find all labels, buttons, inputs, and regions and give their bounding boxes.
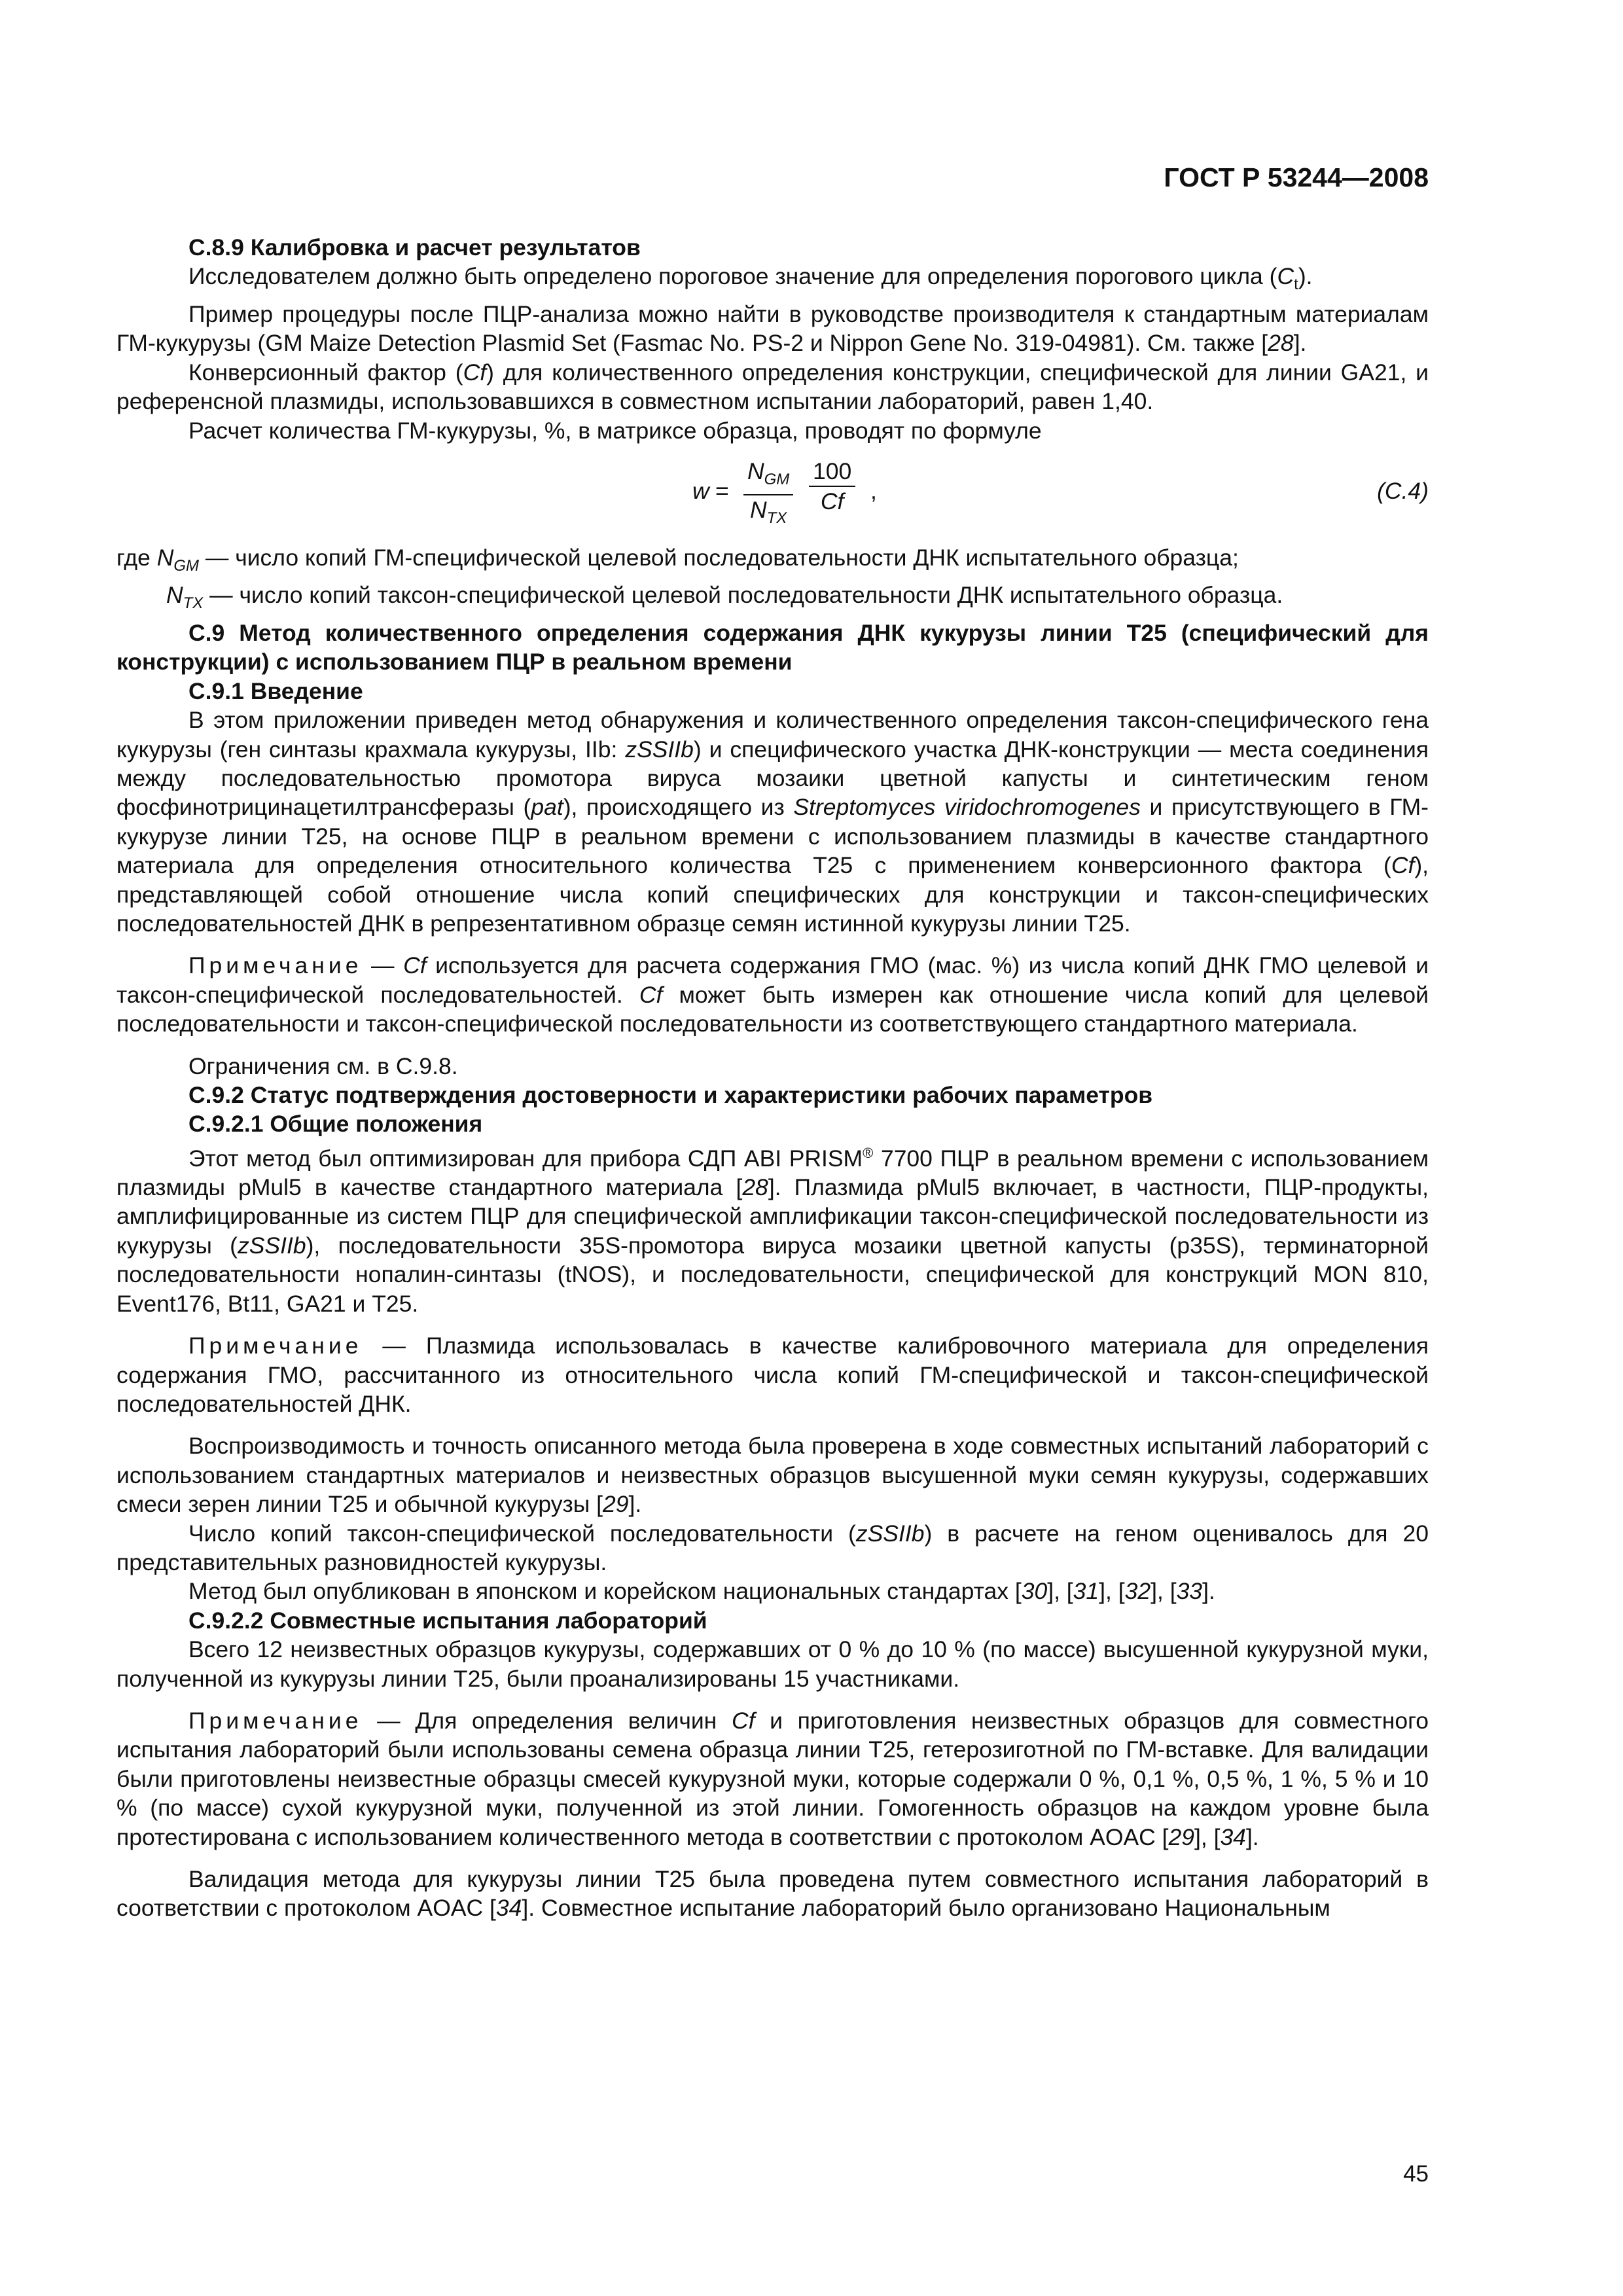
document-page <box>116 0 1429 2296</box>
paragraph: Метод был опубликован в японском и корейском национальных стандартах [30], [31], [32], [33]. <box>188 1578 1215 1605</box>
paragraph: Число копий таксон-специфической последовательности (zSSIIb) в расчете на геном оценивалось для 20 представительных разновидностей кукурузы. <box>116 1520 1429 1575</box>
formula-where-line: где $N_{GM}$ — число копий ГМ-специфической целевой последовательности ДНК испытательного образца; <box>116 544 1239 575</box>
paragraph: Воспроизводимость и точность описанного метода была проверена в ходе совместных испытаний лабораторий с использованием стандартных материалов и неизвестных образцов высушенной муки семян кукурузы, содержавших смеси зерен линии Т25 и обычной кукурузы [29]. <box>116 1433 1429 1518</box>
section-heading-c89: С.8.9 Калибровка и расчет результатов <box>188 234 641 260</box>
formula-fraction-cf: $\frac{100}{Cf}$ <box>809 457 855 516</box>
page-number: 45 <box>1403 2161 1429 2187</box>
section-heading-c92: С.9.2 Статус подтверждения достоверности и характеристики рабочих параметров <box>188 1082 1153 1109</box>
formula-where-line: $N_{TX}$ — число копий таксон-специфической целевой последовательности ДНК испытательного образца. <box>166 582 1283 613</box>
section-heading-c922: С.9.2.2 Совместные испытания лабораторий <box>188 1607 707 1634</box>
equation-number: (С.4) <box>1377 477 1429 504</box>
document-header: ГОСТ Р 53244—2008 <box>1164 162 1429 192</box>
note-paragraph: Примечание — Cf используется для расчета содержания ГМО (мас. %) из числа копий ДНК ГМО целевой и таксон-специфической последовательностей. Cf может быть измерен как отношение числа копий для целевой последовательности и таксон-специфической последовательности из соответствующего стандартного материала. <box>116 952 1429 1037</box>
formula-fraction-n: $N_{GM}$ $N_{TX}$ <box>743 457 793 533</box>
section-heading-c9: С.9 Метод количественного определения содержания ДНК кукурузы линии Т25 (специфический для конструкции) с использованием ПЦР в реальном времени <box>116 619 1429 675</box>
note-paragraph: Примечание — Для определения величин Cf и приготовления неизвестных образцов для совместного испытания лабораторий были использованы семена образца линии Т25, гетерозиготной по ГМ-вставке. Для валидации были приготовлены неизвестные образцы смесей кукурузной муки, которые содержали 0 %, 0,1 %, 0,5 %, 1 %, 5 % и 10 % (по массе) сухой кукурузной муки, полученной из этой линии. Гомогенность образцов на каждом уровне была протестирована с использованием количественного метода в соответствии с протоколом AOAC [29], [34]. <box>116 1707 1429 1850</box>
formula-c4: w = $N_{GM}$ $N_{TX}$ $\frac{100}{Cf}$ , (С.4) <box>116 452 1429 537</box>
paragraph: Этот метод был оптимизирован для прибора СДП ABI PRISM® 7700 ПЦР в реальном времени с использованием плазмиды pMul5 в качестве стандартного материала [28]. Плазмида pMul5 включает, в частности, ПЦР-продукты, амплифицированные из систем ПЦР для специфической амплификации таксон-специфической последовательности из кукурузы (zSSIIb), последовательности 35S-промотора вируса мозаики цветной капусты (p35S), терминаторной последовательности нопалин-синтазы (tNOS), и последовательности, специфической для конструкций MON 810, Event176, Bt11, GA21 и Т25. <box>116 1144 1429 1317</box>
document-body <box>116 233 1429 1923</box>
formula-variable: w <box>692 477 709 504</box>
section-heading-c921: С.9.2.1 Общие положения <box>188 1111 483 1138</box>
formula-equals: = <box>715 477 729 504</box>
paragraph: Валидация метода для кукурузы линии Т25 была проведена путем совместного испытания лабораторий в соответствии с протоколом AOAC [34]. Совместное испытание лабораторий было организовано Национальным <box>116 1866 1429 1922</box>
paragraph: Конверсионный фактор (Cf) для количественного определения конструкции, специфической для линии GA21, и референсной плазмиды, использовавшихся в совместном испытании лабораторий, равен 1,40. <box>116 359 1429 415</box>
paragraph: Всего 12 неизвестных образцов кукурузы, содержавших от 0 % до 10 % (по массе) высушенной кукурузной муки, полученной из кукурузы линии Т25, были проанализированы 15 участниками. <box>116 1636 1429 1692</box>
paragraph: Пример процедуры после ПЦР-анализа можно найти в руководстве производителя к стандартным материалам ГМ-кукурузы (GM Maize Detection Plasmid Set (Fasmac No. PS-2 и Nippon Gene No. 319-04981). См. также [28]. <box>116 300 1429 357</box>
paragraph: Расчет количества ГМ-кукурузы, %, в матриксе образца, проводят по формуле <box>188 417 1042 444</box>
paragraph: Исследователем должно быть определено пороговое значение для определения порогового цикла $(C_t)$. <box>188 263 1313 294</box>
paragraph: В этом приложении приведен метод обнаружения и количественного определения таксон-специфического гена кукурузы (ген синтазы крахмала кукурузы, IIb: zSSIIb) и специфического участка ДНК-конструкции — места соединения между последовательностью промотора вируса мозаики цветной капусты и синтетическим геном фосфинотрицинацетилтрансферазы (pat), происходящего из Streptomyces viridochromogenes и присутствующего в ГМ-кукурузе линии Т25, на основе ПЦР в реальном времени с использованием плазмиды в качестве стандартного материала для определения относительного количества Т25 с применением конверсионного фактора (Cf), представляющей собой отношение числа копий специфических для конструкции и таксон-специфических последовательностей ДНК в репрезентативном образце семян истинной кукурузы линии Т25. <box>116 707 1429 937</box>
paragraph: Ограничения см. в С.9.8. <box>188 1052 458 1079</box>
section-heading-c91: С.9.1 Введение <box>188 677 363 704</box>
note-paragraph: Примечание — Плазмида использовалась в качестве калибровочного материала для определения содержания ГМО, рассчитанного из относительного числа копий ГМ-специфической и таксон-специфической последовательностей ДНК. <box>116 1333 1429 1417</box>
